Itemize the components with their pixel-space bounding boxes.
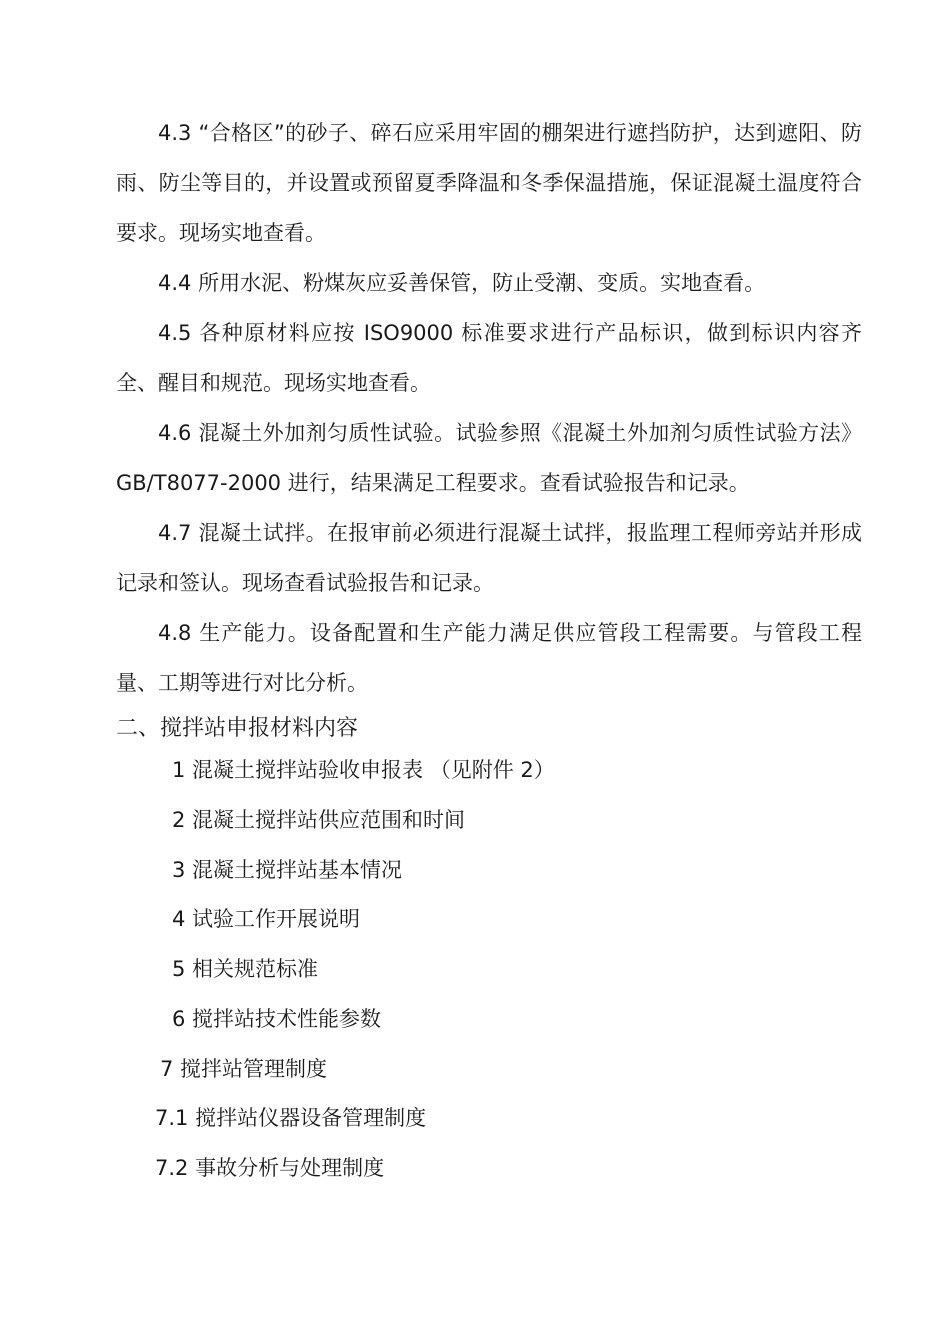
section-heading: 二、搅拌站申报材料内容 xyxy=(116,716,359,741)
list-item: 5 相关规范标准 xyxy=(172,957,319,981)
paragraph-4-3: 4.3 “合格区”的砂子、碎石应采用牢固的棚架进行遮挡防护，达到遮阳、防雨、防尘等目的，并设置或预留夏季降温和冬季保温措施，保证混凝土温度符合要求。现场实地查看。 xyxy=(116,121,862,245)
paragraph-4-4: 4.4 所用水泥、粉煤灰应妥善保管，防止受潮、变质。实地查看。 xyxy=(158,271,766,295)
paragraph-4-8: 4.8 生产能力。设备配置和生产能力满足供应管段工程需要。与管段工程量、工期等进行对比分析。 xyxy=(116,621,862,695)
list-item: 1 混凝土搅拌站验收申报表 （见附件 2） xyxy=(172,758,555,782)
paragraph-4-5: 4.5 各种原材料应按 ISO9000 标准要求进行产品标识，做到标识内容齐全、醒目和规范。现场实地查看。 xyxy=(116,321,862,395)
list-item: 7.2 事故分析与处理制度 xyxy=(155,1156,385,1180)
list-item: 7 搅拌站管理制度 xyxy=(160,1057,328,1081)
paragraph-4-7: 4.7 混凝土试拌。在报审前必须进行混凝土试拌，报监理工程师旁站并形成记录和签认。现场查看试验报告和记录。 xyxy=(116,521,862,595)
list-item: 3 混凝土搅拌站基本情况 xyxy=(172,858,403,882)
list-item: 4 试验工作开展说明 xyxy=(172,907,361,931)
paragraph-4-6: 4.6 混凝土外加剂匀质性试验。试验参照《混凝土外加剂匀质性试验方法》GB/T8077-2000 进行，结果满足工程要求。查看试验报告和记录。 xyxy=(116,421,862,495)
list-item: 7.1 搅拌站仪器设备管理制度 xyxy=(155,1106,427,1130)
list-item: 2 混凝土搅拌站供应范围和时间 xyxy=(172,808,466,832)
list-item: 6 搅拌站技术性能参数 xyxy=(172,1007,382,1031)
